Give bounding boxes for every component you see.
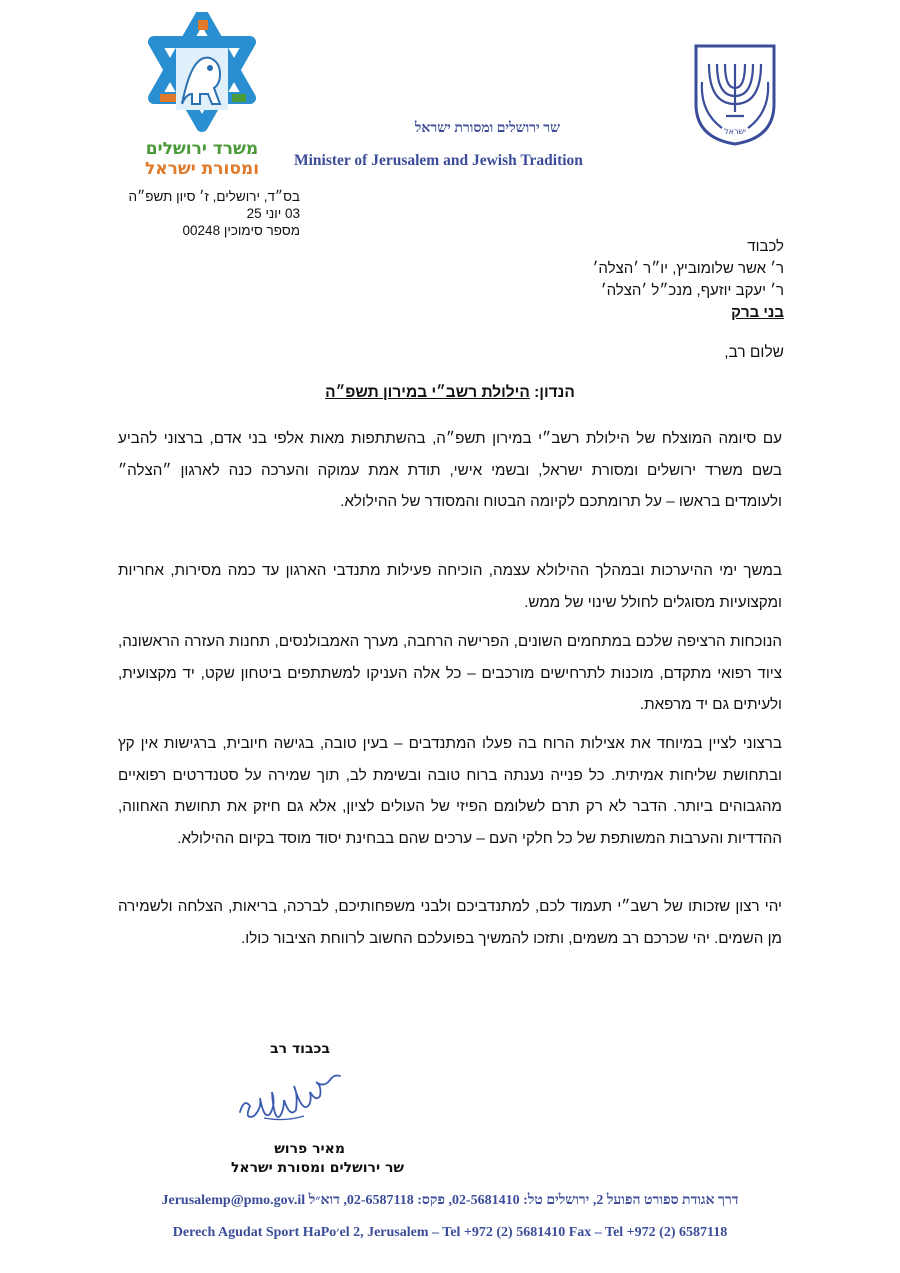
subject-line xyxy=(0,384,900,402)
minister-title-hebrew: שר ירושלים ומסורת ישראל xyxy=(414,121,560,136)
logo-text-line2: ומסורת ישראל xyxy=(144,159,260,179)
signer-title: שר ירושלים ומסורת ישראל xyxy=(230,1160,404,1176)
paragraph-2: במשך ימי ההיערכות ובמהלך ההילולא עצמה, הוכיחה פעילות מתנדבי הארגון עד כמה מסירות, אחריות ומקצועיות מסוגלים לחולל שינוי של ממש. xyxy=(118,562,782,611)
signature-icon xyxy=(234,1074,346,1130)
logo-text-line1: משרד ירושלים xyxy=(145,139,259,159)
recipient-salutation: לכבוד xyxy=(747,238,784,255)
minister-title-english: Minister of Jerusalem and Jewish Tradition xyxy=(294,152,583,169)
paragraph-4: ברצוני לציין במיוחד את אצילות הרוח בה פעלו המתנדבים – בעין טובה, בגישה חיובית, ברגישות אין קץ ובתחושת שליחות אמיתית. כל פנייה נענתה ברוח טובה ובשימת לב, תוך שמירה על סטנדרטים רפואיים מהגבוהים ביותר. הדבר לא רק תרם לשלומם הפיזי של העולים לציון, אלא גם חיזק את תחושת האחווה, ההדדיות והערבות המשותפת של כל חלקי העם – ערכים שהם בבחינת יסוד מוסד בקיום ההילולא. xyxy=(118,735,782,847)
handwritten-signature xyxy=(234,1074,346,1130)
subject-prefix: הנדון: xyxy=(529,384,575,401)
state-emblem xyxy=(692,42,778,146)
signer-name: מאיר פרוש xyxy=(274,1141,345,1157)
paragraph-5: יהי רצון שזכותו של רשב״י תעמוד לכם, למתנדביכם ולבני משפחותיכם, לברכה, בריאות, הצלחה ולשמירה מן השמים. יהי שכרכם רב משמים, ותזכו להמשיך בפועלכם החשוב לרווחת הציבור כולו. xyxy=(118,898,782,947)
ministry-logo xyxy=(138,12,266,180)
emblem-text: ישראל xyxy=(724,127,746,136)
menorah-emblem-icon xyxy=(692,42,778,146)
recipient-1: ר׳ אשר שלומוביץ, יו״ר ׳הצלה׳ xyxy=(592,260,784,277)
closing: בכבוד רב xyxy=(270,1041,330,1057)
date-hebrew: בס״ד, ירושלים, ז׳ סיון תשפ״ה xyxy=(128,189,300,204)
greeting: שלום רב, xyxy=(724,344,784,361)
recipients-block xyxy=(384,236,784,324)
paragraph-1: עם סיומה המוצלח של הילולת רשב״י במירון תשפ״ה, בהשתתפות מאות אלפי בני אדם, ברצוני להביע בשם משרד ירושלים ומסורת ישראל, ובשמי אישי, תודת אמת עמוקה והערכה כנה לארגון ״הצלה״ ולעומדים בראשו – על תרומתכם לקיומה הבטוח והמסודר של ההילולא. xyxy=(118,430,782,510)
star-of-david-icon xyxy=(138,12,266,180)
subject-text: הילולת רשב״י במירון תשפ״ה xyxy=(325,384,530,401)
reference-number: מספר סימוכין 00248 xyxy=(182,223,300,238)
recipient-city: בני ברק xyxy=(731,304,784,321)
footer-address-hebrew: דרך אגודת ספורט הפועל 2, ירושלים טל: 02-5681410, פקס: 02-6587118, דוא״ל Jerusalemp@pmo.gov.il xyxy=(161,1193,739,1208)
footer-address-english: Derech Agudat Sport HaPo׳el 2, Jerusalem – Tel +972 (2) 5681410 Fax – Tel +972 (2) 6587118 xyxy=(172,1225,728,1240)
date-gregorian: 03 יוני 25 xyxy=(246,206,300,221)
recipient-2: ר׳ יעקב יוזעף, מנכ״ל ׳הצלה׳ xyxy=(600,282,784,299)
paragraph-3: הנוכחות הרציפה שלכם במתחמים השונים, הפרישה הרחבה, מערך האמבולנסים, תחנות העזרה הראשונה, ציוד רפואי מתקדם, מוכנות לתרחישים מורכבים – כל אלה העניקו למשתתפים ביטחון שקט, יד מקצועית, ולעיתים גם יד מרפאת. xyxy=(118,633,782,713)
